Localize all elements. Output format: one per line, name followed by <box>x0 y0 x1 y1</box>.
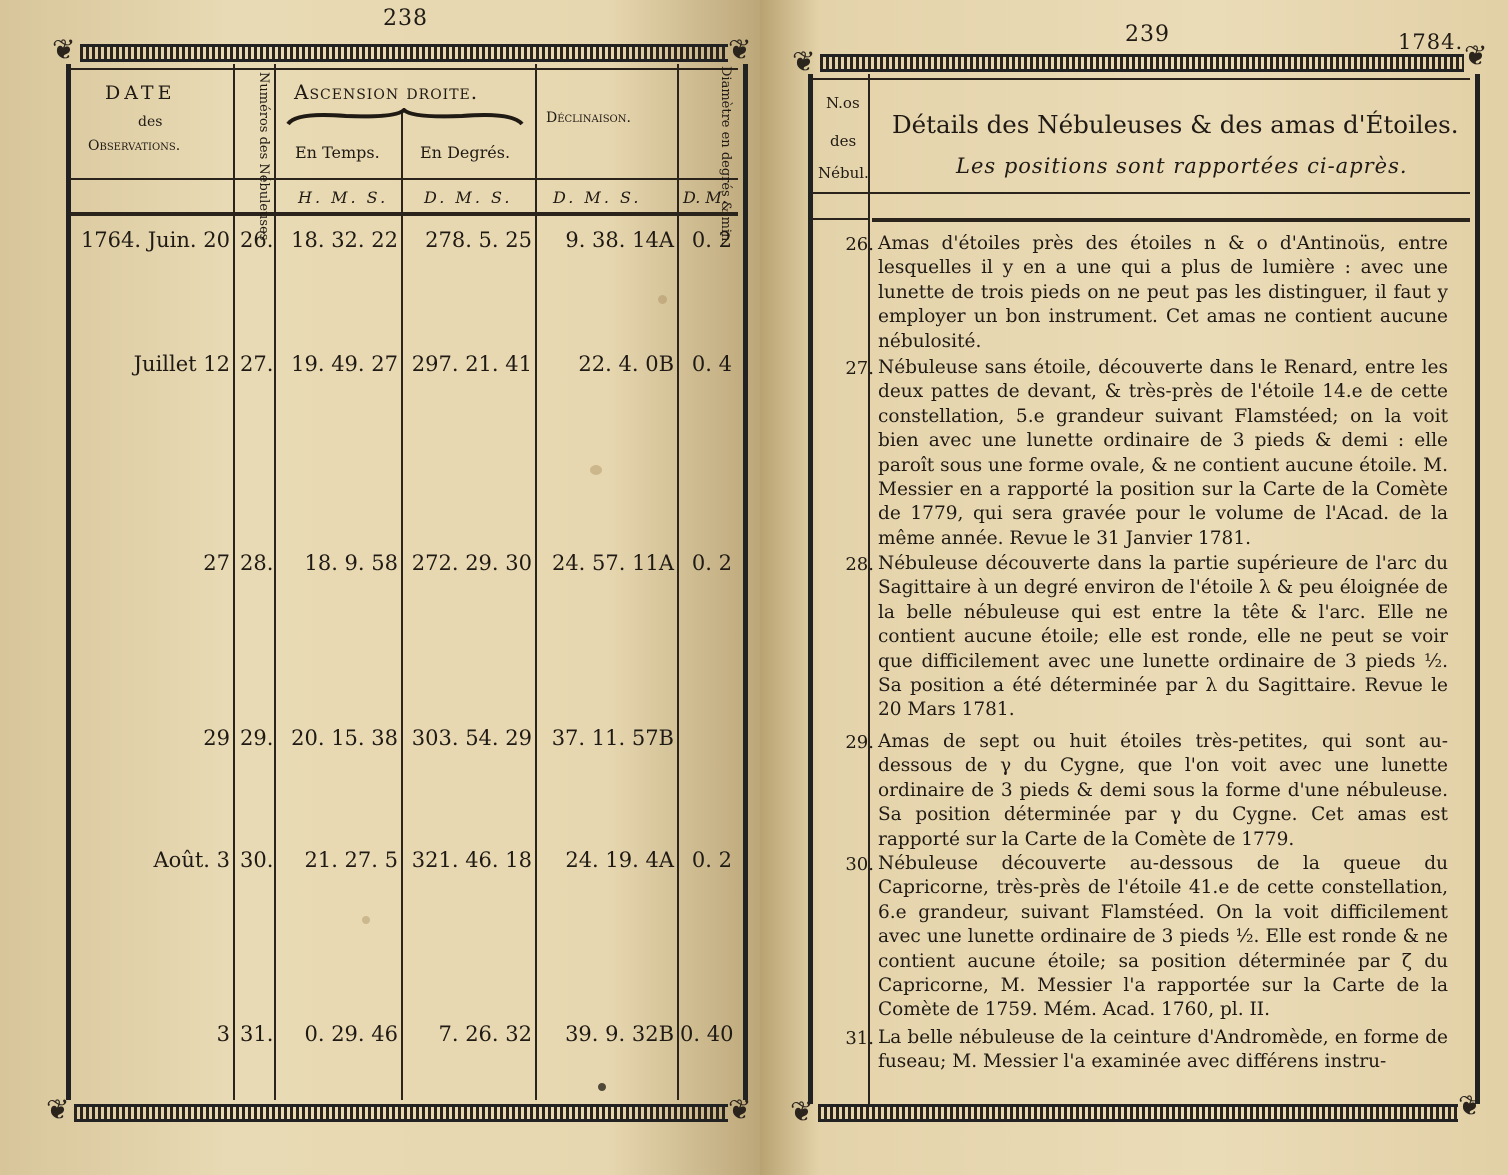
header-numeros: Numéros des Nébuleuses <box>256 72 271 241</box>
row-degres: 7. 26. 32 <box>438 1022 532 1046</box>
row-temps: 21. 27. 5 <box>304 848 398 872</box>
entry-text: Nébuleuse sans étoile, découverte dans le Renard, entre les deux pattes de devant, & très-près de l'étoile 14.e de cette constellation, 5.e grandeur suivant Flamstéed; on la voit bien avec une lunette ordinaire de 3 pieds & demi : elle paroît sous une forme ovale, & ne contient aucune étoile. M. Messier en a rapporté la position sur la Carte de la Comète de 1779, qui sera gravée pour le volume de l'Acad. de la même année. Revue le 31 Janvier 1781. <box>878 357 1448 549</box>
row-decl: 39. 9. 32B <box>565 1022 674 1046</box>
header-date-sub: des <box>138 114 163 130</box>
bottom-ornament-bar <box>818 1104 1458 1122</box>
row-diam: 0. 2 <box>691 551 732 575</box>
foxing-spot <box>598 1083 606 1091</box>
entry-number: 29. <box>845 732 874 753</box>
row-decl: 37. 11. 57B <box>551 726 674 750</box>
entry-number: 28. <box>845 554 874 575</box>
row-diam: 0. 2 <box>691 848 732 872</box>
row-degres: 278. 5. 25 <box>425 228 532 252</box>
entry-text: Amas d'étoiles près des étoiles n & o d'Antinoüs, entre lesquelles il y en a une qui a plus de lumière : avec une lunette de trois pieds on ne peut pas les distinguer, il faut y employer un bon instrument. Cet amas ne contient aucune nébulosité. <box>878 233 1448 352</box>
row-date: 1764. Juin. 20 <box>80 228 230 252</box>
header-date: DATE <box>105 82 176 104</box>
top-ornament-bar <box>820 54 1464 72</box>
fleuron-ornament-icon: ❦ <box>1458 1089 1482 1122</box>
details-subtitle: Les positions sont rapportées ci-après. <box>956 154 1408 178</box>
bottom-ornament-bar <box>74 1104 728 1122</box>
header-nebul: Nébul. <box>818 164 869 182</box>
entry-text: Amas de sept ou huit étoiles très-petites, qui sont au-dessous de γ du Cygne, que l'on voit avec une lunette ordinaire de 3 pieds & demi sous la forme d'une nébuleuse. Sa position déterminée par γ du Cygne. Cet amas est rapporté sur la Carte de la Comète de 1779. <box>878 731 1448 850</box>
top-ornament-bar <box>80 44 728 62</box>
foxing-spot <box>658 295 667 304</box>
details-title: Détails des Nébuleuses & des amas d'Étoiles. <box>892 110 1459 139</box>
header-declinaison: Déclinaison. <box>546 110 631 126</box>
row-temps: 18. 32. 22 <box>291 228 398 252</box>
fleuron-ornament-icon: ❦ <box>728 33 752 66</box>
row-diam: 0. 4 <box>691 352 732 376</box>
unit-hms: H. M. S. <box>298 188 389 207</box>
fleuron-ornament-icon: ❦ <box>52 33 76 66</box>
row-temps: 0. 29. 46 <box>304 1022 398 1046</box>
row-diam: 0. 2 <box>691 228 732 252</box>
row-date: 27 <box>203 551 230 575</box>
row-decl: 22. 4. 0B <box>578 352 674 376</box>
foxing-spot <box>590 465 602 475</box>
row-num: 31. <box>240 1022 274 1046</box>
row-date: 29 <box>203 726 230 750</box>
brace-icon <box>286 108 526 130</box>
row-degres: 303. 54. 29 <box>411 726 532 750</box>
entry-text: Nébuleuse découverte au-dessous de la queue du Capricorne, très-près de l'étoile 41.e de cette constellation, 6.e grandeur, suivant Flamstéed. On la voit difficilement avec une lunette ordinaire de 3 pieds ½. Elle est ronde & ne contient aucune étoile; sa position déterminée par ζ du Capricorne, M. Messier l'a rapportée sur la Carte de la Comète de 1759. Mém. Acad. 1760, pl. II. <box>878 853 1448 1021</box>
row-num: 26. <box>240 228 274 252</box>
header-ascension: Ascension droite. <box>294 80 479 104</box>
header-observations: Observations. <box>88 138 181 154</box>
header-num: N.os <box>826 94 860 112</box>
row-degres: 321. 46. 18 <box>411 848 532 872</box>
entry-text: Nébuleuse découverte dans la partie supérieure de l'arc du Sagittaire à un degré environ de l'étoile λ & peu éloignée de la belle nébuleuse qui est entre la tête & l'arc. Elle ne contient aucune étoile; elle est ronde, elle ne peut se voir que difficilement avec une lunette ordinaire de 3 pieds ½. Sa position a été déterminée par λ du Sagittaire. Revue le 20 Mars 1781. <box>878 553 1448 721</box>
row-decl: 24. 19. 4A <box>565 848 674 872</box>
entry-number: 27. <box>845 358 874 379</box>
row-temps: 19. 49. 27 <box>291 352 398 376</box>
page-year: 1784. <box>1398 30 1464 54</box>
table-frame <box>66 64 748 1100</box>
fleuron-ornament-icon: ❦ <box>728 1093 752 1126</box>
row-decl: 24. 57. 11A <box>551 551 674 575</box>
unit-dms-declinaison: D. M. S. <box>553 188 642 207</box>
row-diam: 0. 40 <box>680 1022 734 1046</box>
fleuron-ornament-icon: ❦ <box>46 1093 70 1126</box>
row-date: Juillet 12 <box>133 352 230 376</box>
left-page-number: 238 <box>383 6 428 31</box>
fleuron-ornament-icon: ❦ <box>1464 39 1488 72</box>
row-num: 27. <box>240 352 274 376</box>
row-date: Août. 3 <box>153 848 230 872</box>
entry-number: 26. <box>845 234 874 255</box>
unit-dm: D. M. <box>683 188 727 207</box>
row-date: 3 <box>216 1022 230 1046</box>
right-page-number: 239 <box>1125 22 1170 47</box>
fleuron-ornament-icon: ❦ <box>792 45 816 78</box>
entry-text: La belle nébuleuse de la ceinture d'Andromède, en forme de fuseau; M. Messier l'a examinée avec différens instru- <box>878 1027 1448 1073</box>
entry-number: 31. <box>845 1028 874 1049</box>
header-num-des: des <box>830 132 857 150</box>
fleuron-ornament-icon: ❦ <box>790 1095 814 1128</box>
unit-dms-degres: D. M. S. <box>424 188 513 207</box>
row-num: 28. <box>240 551 274 575</box>
row-temps: 18. 9. 58 <box>304 551 398 575</box>
foxing-spot <box>362 916 370 924</box>
row-num: 30. <box>240 848 274 872</box>
row-degres: 297. 21. 41 <box>411 352 532 376</box>
header-diametre: Diamètre en degrés & min. <box>718 66 733 246</box>
row-degres: 272. 29. 30 <box>411 551 532 575</box>
row-temps: 20. 15. 38 <box>291 726 398 750</box>
header-en-temps: En Temps. <box>295 143 380 162</box>
entry-number: 30. <box>845 854 874 875</box>
header-en-degres: En Degrés. <box>420 143 511 162</box>
row-num: 29. <box>240 726 274 750</box>
row-decl: 9. 38. 14A <box>565 228 674 252</box>
